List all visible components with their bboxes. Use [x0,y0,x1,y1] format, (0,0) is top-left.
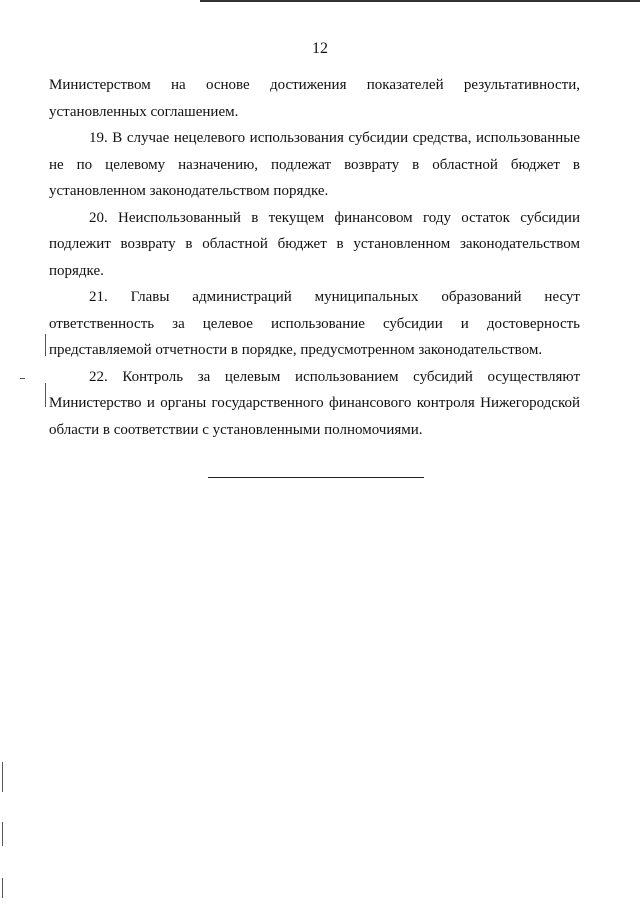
margin-mark [2,878,3,898]
paragraph-22: 22. Контроль за целевым использованием субсидий осуществляют Министерство и органы государственного финансового контроля Нижегородской области в соответствии с установленными полномочиями. [49,368,580,438]
margin-mark [20,378,25,379]
document-body [49,72,580,443]
paragraph-21: 21. Главы администраций муниципальных образований несут ответственность за целевое использование субсидии и достоверность представляемой отчетности в порядке, предусмотренном законодательством. [49,289,580,358]
closing-separator-line [208,477,424,478]
margin-mark [2,822,3,846]
page-number: 12 [312,40,328,57]
paragraph-19: 19. В случае нецелевого использования субсидии средства, использованные не по целевому назначению, подлежат возврату в областной бюджет в установленном законодательством порядке. [49,130,580,199]
paragraph-20: 20. Неиспользованный в текущем финансовом году остаток субсидии подлежит возврату в областной бюджет в установленном законодательством порядке. [49,209,580,279]
margin-mark [45,334,46,356]
margin-mark [45,383,46,407]
scan-top-edge [200,0,640,2]
margin-mark [2,762,3,792]
paragraph-continuation: Министерством на основе достижения показателей результативности, установленных соглашением. [49,77,580,120]
